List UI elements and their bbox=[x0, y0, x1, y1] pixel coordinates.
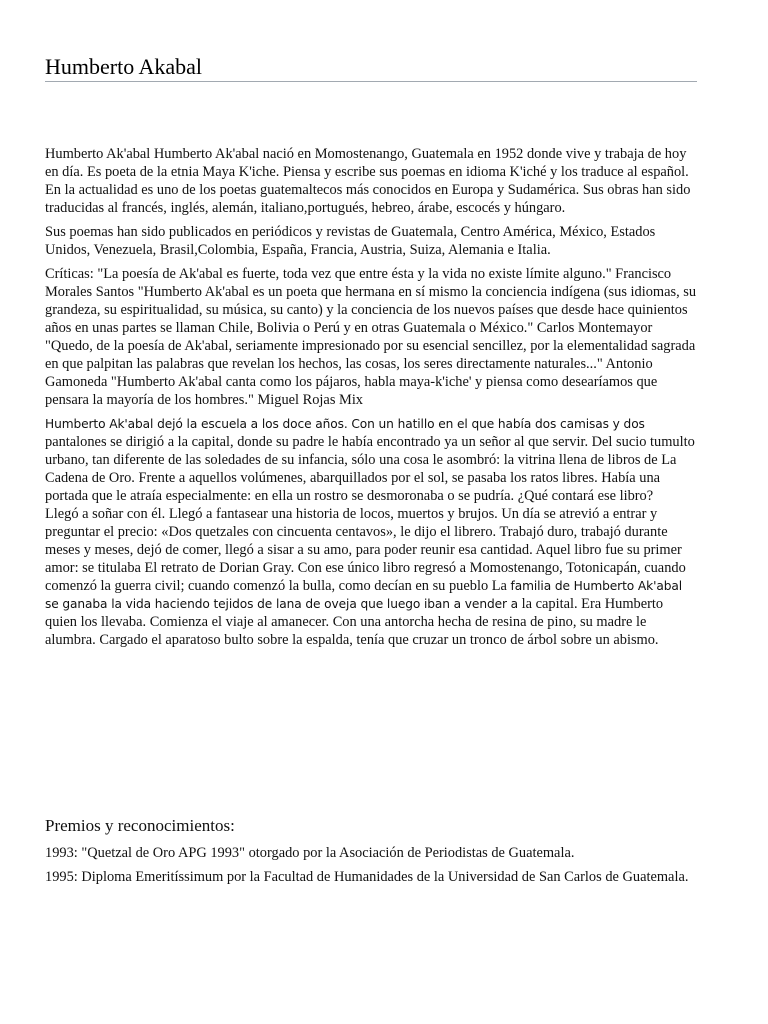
awards-list bbox=[45, 844, 697, 892]
paragraph-publications: Sus poemas han sido publicados en periódicos y revistas de Guatemala, Centro América, México, Estados Unidos, Venezuela, Brasil,Colombia, España, Francia, Austria, Suiza, Alemania e Italia. bbox=[45, 224, 656, 258]
title-divider bbox=[45, 81, 697, 82]
paragraph-biography: Humberto Ak'abal Humberto Ak'abal nació en Momostenango, Guatemala en 1952 donde vive y trabaja de hoy en día. Es poeta de la etnia Maya K'iche. Piensa y escribe sus poemas en idioma K'iché y los traduce al español. En la actualidad es uno de los poetas guatemaltecos más conocidos en Europa y Sudamérica. Sus obras han sido traducidas al francés, inglés, alemán, italiano,portugués, hebreo, árabe, escocés y húngaro. bbox=[45, 146, 691, 216]
paragraph-criticism: Críticas: "La poesía de Ak'abal es fuerte, toda vez que entre ésta y la vida no existe límite alguno." Francisco Morales Santos "Humberto Ak'abal es un poeta que hermana en sí mismo la conciencia indígena (sus idiomas, su grandeza, su espiritualidad, su música, su canto) y la conciencia de los nuevos países que desde hace quinientos años en unas partes se llaman Chile, Bolivia o Perú y en otras Guatemala o México." Carlos Montemayor "Quedo, de la poesía de Ak'abal, seriamente impresionado por su esencial sencillez, por la elementalidad sagrada en que palpitan las palabras que revelan los hechos, las cosas, los seres directamente naturales..." Antonio Gamoneda "Humberto Ak'abal canta como los pájaros, habla maya-k'iche' y piensa como desearíamos que pensara la mayoría de los hombres." Miguel Rojas Mix bbox=[45, 266, 697, 408]
story-hand-segment-2: familia de Humberto Ak'abal se ganaba la vida haciendo tejidos de lana de oveja que luego iban a vender a bbox=[45, 579, 682, 611]
story-segment-3: la capital. Era Humberto quien los llevaba. Comienza el viaje al amanecer. Con una antorcha hecha de resina de pino, su madre le alumbra. Cargado el aparatoso bulto sobre la espalda, tenía que cruzar un tronco de árbol sobre un abismo. bbox=[45, 596, 664, 648]
story-segment-2: Llegó a soñar con él. Llegó a fantasear una historia de locos, muertos y brujos. Un día se atrevió a entrar y preguntar el precio: «Dos quetzales con cincuenta centavos», le dijo el librero. Trabajó duro, trabajó durante meses y meses, dejó de comer, llegó a sisar a su amo, para poder reunir esa cantidad. Aquel libro fue su primer amor: se titulaba El retrato de Dorian Gray. Con ese único libro regresó a Momostenango, Totonicapán, cuando comenzó la guerra civil; cuando comenzó la bulla, como decían en su pueblo La bbox=[45, 506, 686, 594]
awards-heading: Premios y reconocimientos: bbox=[45, 816, 235, 835]
story-hand-segment-1: Humberto Ak'abal dejó la escuela a los doce años. Con un hatillo en el que había dos camisas y dos bbox=[45, 417, 645, 431]
page-title: Humberto Akabal bbox=[45, 54, 203, 79]
award-item: 1993: "Quetzal de Oro APG 1993" otorgado por la Asociación de Periodistas de Guatemala. bbox=[45, 845, 575, 861]
paragraph-story bbox=[45, 415, 697, 649]
article-body bbox=[45, 145, 697, 655]
award-item: 1995: Diploma Emeritíssimum por la Facultad de Humanidades de la Universidad de San Carlos de Guatemala. bbox=[45, 869, 689, 885]
story-segment-1: pantalones se dirigió a la capital, donde su padre le había encontrado ya un señor al que servir. Del sucio tumulto urbano, tan diferente de las soledades de su infancia, sólo una cosa le asombró: la vitrina llena de libros de La Cadena de Oro. Frente a aquellos volúmenes, abarquillados por el sol, se pasaba los ratos libres. Había una portada que le atraía especialmente: en ella un rostro se desmoronaba o se pudría. ¿Qué contará ese libro? bbox=[45, 434, 695, 504]
